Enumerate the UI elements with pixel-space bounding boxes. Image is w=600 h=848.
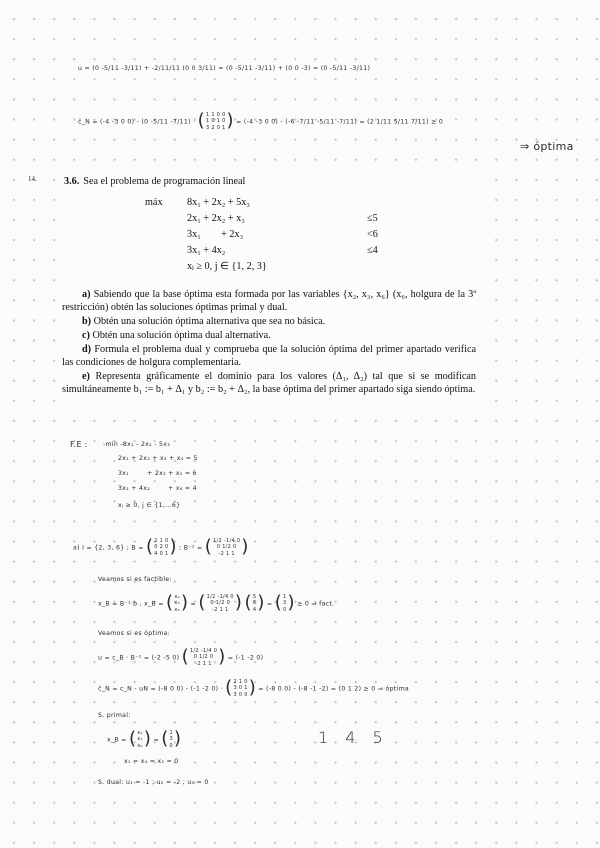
matrix-row: 1/2 -1/4 0: [206, 594, 234, 600]
hw-optima-title: Veamos si es óptima:: [98, 630, 171, 637]
hw-u-line-2: [98, 648, 263, 667]
vector-entry: 3: [169, 736, 174, 743]
hw-fe-line: 3x₁ + 4x₂ + x₆ = 4: [118, 485, 197, 492]
hw-fe-line: 3x₁ + 2x₃ + x₅ = 6: [118, 470, 197, 477]
item-text: Sabiendo que la base óptima esta formada por las variables {x₂, x₃, x₆} (x₆, holgura de la 3ª restricción) obtén las soluciones óptimas primal y dual.: [62, 289, 476, 313]
vector-entry: 1: [169, 730, 174, 736]
lp-constraint-rel: ≤5: [367, 213, 378, 224]
vector-entry: x₃: [174, 600, 180, 607]
item-text: Obtén una solución óptima dual alternativa.: [92, 330, 271, 341]
item-b: [62, 315, 476, 328]
item-label: a): [82, 289, 91, 300]
hw-u-label: u = c_B · B⁻¹ = (-2 -5 0): [98, 654, 180, 662]
lp-nonneg: xⱼ ≥ 0, j ∈ {1, 2, 3}: [187, 261, 267, 272]
vector-entry: x₂: [137, 730, 143, 736]
hw-vector-primal-values: ( 1 3 0 ): [161, 728, 182, 750]
vector-entry: 0: [169, 742, 174, 749]
item-label: b): [82, 316, 92, 327]
hw-a-label: a) I = {2, 3, 6} ; B =: [73, 544, 144, 552]
hw-matrix-Binv: ( 1/2 -1/4 0 0 1/2 0 -2 1 1 ): [204, 536, 249, 558]
item-d: [62, 343, 476, 369]
hw-cn-result: = (-8 0 0) - (-8 -1 -2) = (0 1 2) ≥ 0 ⇒ óptima: [258, 685, 410, 693]
matrix-row: 0 1/2 0: [210, 600, 231, 607]
vector-entry: x₂: [174, 594, 180, 600]
matrix-row: 1/2 -1/4 0: [213, 538, 241, 544]
hw-primal-title: S. primal:: [98, 712, 131, 719]
matrix-row: 3 2 0 1: [205, 124, 226, 131]
hw-xb-conclusion: ≥ 0 ⇒ fact.: [297, 600, 335, 608]
printed-problem: [60, 172, 478, 412]
hw-vector-xb-result: ( 1 3 0 ): [274, 592, 295, 614]
hw-optima-top: ⇒ óptima: [520, 140, 574, 153]
lp-constraint-lhs: 3x₁ + 4x₂: [187, 245, 226, 256]
hw-primal-label: x_B =: [107, 736, 127, 744]
hw-binv-label: ; B⁻¹ =: [179, 544, 203, 552]
vector-entry: x₃: [137, 736, 143, 743]
lp-constraint-rel: <6: [367, 229, 378, 240]
matrix-row: 3 0 0: [233, 691, 248, 698]
hw-vector-xb: ( x₂ x₃ x₆ ): [166, 592, 189, 614]
hw-matrix-binv-2: ( 1/2 -1/4 0 0 1/2 0 -2 1 1 ): [198, 592, 243, 614]
hw-primal-line: x_B = ( x₂ x₃ x₆ ) = ( 1 3 0 ): [107, 728, 182, 750]
matrix-row: 0 1/2 0: [193, 654, 214, 661]
item-text: Formula el problema dual y comprueba que la solución óptima del primer apartado verifica las condiciones de holgura complementaria.: [62, 344, 477, 368]
matrix-row: 2 1 0: [154, 538, 169, 544]
hw-vector-b: ( 5 6 4 ): [244, 592, 265, 614]
matrix-row: -2 1 1: [212, 606, 229, 613]
hw-cn-line-2: [98, 679, 409, 698]
vector-entry: x₆: [174, 606, 180, 613]
hw-u-line: u = (0 -5/11 -3/11) + -2/11/11 (0 0 3/11) = (0 -5/11 -3/11) + (0 0 -3) = (0 -5/11 -3/11): [78, 65, 371, 72]
hw-xb-label: x_B = B⁻¹·b , x_B =: [98, 600, 164, 608]
hw-xb-line: x_B = B⁻¹·b , x_B = ( x₂ x₃ x₆ ) = ( 1/2 -1/4 0 0 1/2 0 -2 1 1 ) ( 5 6 4 ) = ( 1 3 0 ) ≥ 0 ⇒ fact.: [98, 592, 335, 614]
hw-cn-right: = (-4 -3 0 0) - (-6 -7/11 -5/11 -7/11) = (2 1/11 5/11 7/11) ≥ 0: [236, 118, 444, 126]
lp-objective: 8x₁ + 2x₂ + 5x₃: [187, 197, 250, 208]
vector-entry: 4: [252, 606, 257, 613]
matrix-row: 0 2 0: [154, 544, 169, 551]
hw-u-result: = (-1 -2 0): [227, 654, 264, 662]
vector-entry: 3: [283, 600, 287, 607]
matrix-row: 1/2 -1/4 0: [189, 648, 218, 654]
item-label: d): [82, 344, 92, 355]
vector-entry: x₆: [137, 742, 143, 749]
item-e: [62, 370, 476, 396]
lp-max-label: máx: [145, 197, 163, 208]
vector-entry: 1: [283, 594, 287, 600]
hw-fe-label: F.E :: [70, 440, 88, 449]
item-text: Obtén una solución óptima alternativa que sea no básica.: [93, 316, 326, 327]
hw-cn-left: ĉ_N = (-4 -3 0 0) - (0 -5/11 -7/11) ·: [78, 118, 196, 126]
hw-vector-primal: ( x₂ x₃ x₆ ): [128, 728, 152, 750]
matrix-row: 3 0 1: [233, 685, 248, 692]
hw-cn-label: ĉ_N = c_N - uN = (-8 0 0) - (-1 -2 0) ·: [98, 685, 223, 693]
matrix-row: 0 1/2 0: [216, 544, 237, 551]
matrix-row: 4 0 1: [154, 550, 169, 557]
item-c: [62, 329, 476, 342]
exercise-margin-number: 14.: [28, 175, 37, 183]
item-a: [62, 288, 476, 314]
vector-entry: 5: [252, 594, 257, 600]
item-text: Representa gráficamente el dominio para los valores (Δ₁, Δ₂) tal que si se modifican simultáneamente b₁ := b₁ + Δ₁ y b₂ := b₂ + Δ₂, la base óptima del primer apartado siga siendo óptima.: [62, 371, 477, 395]
vector-entry: 0: [283, 606, 287, 613]
problem-number: 3.6.: [64, 176, 80, 187]
hw-matrix-N-top: ( 1 1 0 0 1 0 1 0 3 2 0 1 ): [197, 110, 234, 132]
matrix-row: -2 1 1: [195, 660, 212, 667]
item-label: e): [82, 371, 90, 382]
item-label: c): [82, 330, 90, 341]
hw-matrix-binv-3: ( 1/2 -1/4 0 0 1/2 0 -2 1 1 ): [181, 646, 226, 668]
matrix-row: 2 1 0: [233, 679, 248, 685]
lp-constraint-rel: ≤4: [367, 245, 378, 256]
hw-factible-title: Veamos si es factible:: [98, 576, 172, 583]
lp-constraint-lhs: 2x₁ + 2x₂ + x₃: [187, 213, 245, 224]
hw-fe-line: 2x₁ + 2x₂ + x₃ + x₄ = 5: [118, 455, 198, 462]
hw-matrix-N: ( 2 1 0 3 0 1 3 0 0 ): [225, 677, 257, 699]
matrix-row: -2 1 1: [218, 550, 235, 557]
lp-constraint-lhs: 3x₁ + 2x₃: [187, 229, 244, 240]
hw-primal-zero: x₁ = x₄ = x₅ = 0: [124, 758, 179, 765]
hw-score: 1 4 5: [318, 728, 389, 747]
hw-fe-line: -min -8x₁ - 2x₂ - 5x₃: [103, 441, 170, 448]
vector-entry: 6: [252, 600, 257, 607]
hw-dual-line: S. dual: u₁ = -1 ; u₂ = -2 ; u₃ = 0: [98, 779, 209, 786]
hw-fe-line: xⱼ ≥ 0, j ∈ {1,...6}: [118, 502, 181, 509]
hw-cn-line-top: [78, 112, 443, 131]
problem-title: [64, 176, 245, 187]
problem-statement: Sea el problema de programación lineal: [83, 176, 246, 187]
matrix-row: 1 0 1 0: [205, 118, 226, 125]
hw-matrix-B: ( 2 1 0 0 2 0 4 0 1 ): [145, 536, 177, 558]
matrix-row: 1 1 0 0: [205, 112, 226, 118]
hw-a-basis: [73, 538, 249, 557]
